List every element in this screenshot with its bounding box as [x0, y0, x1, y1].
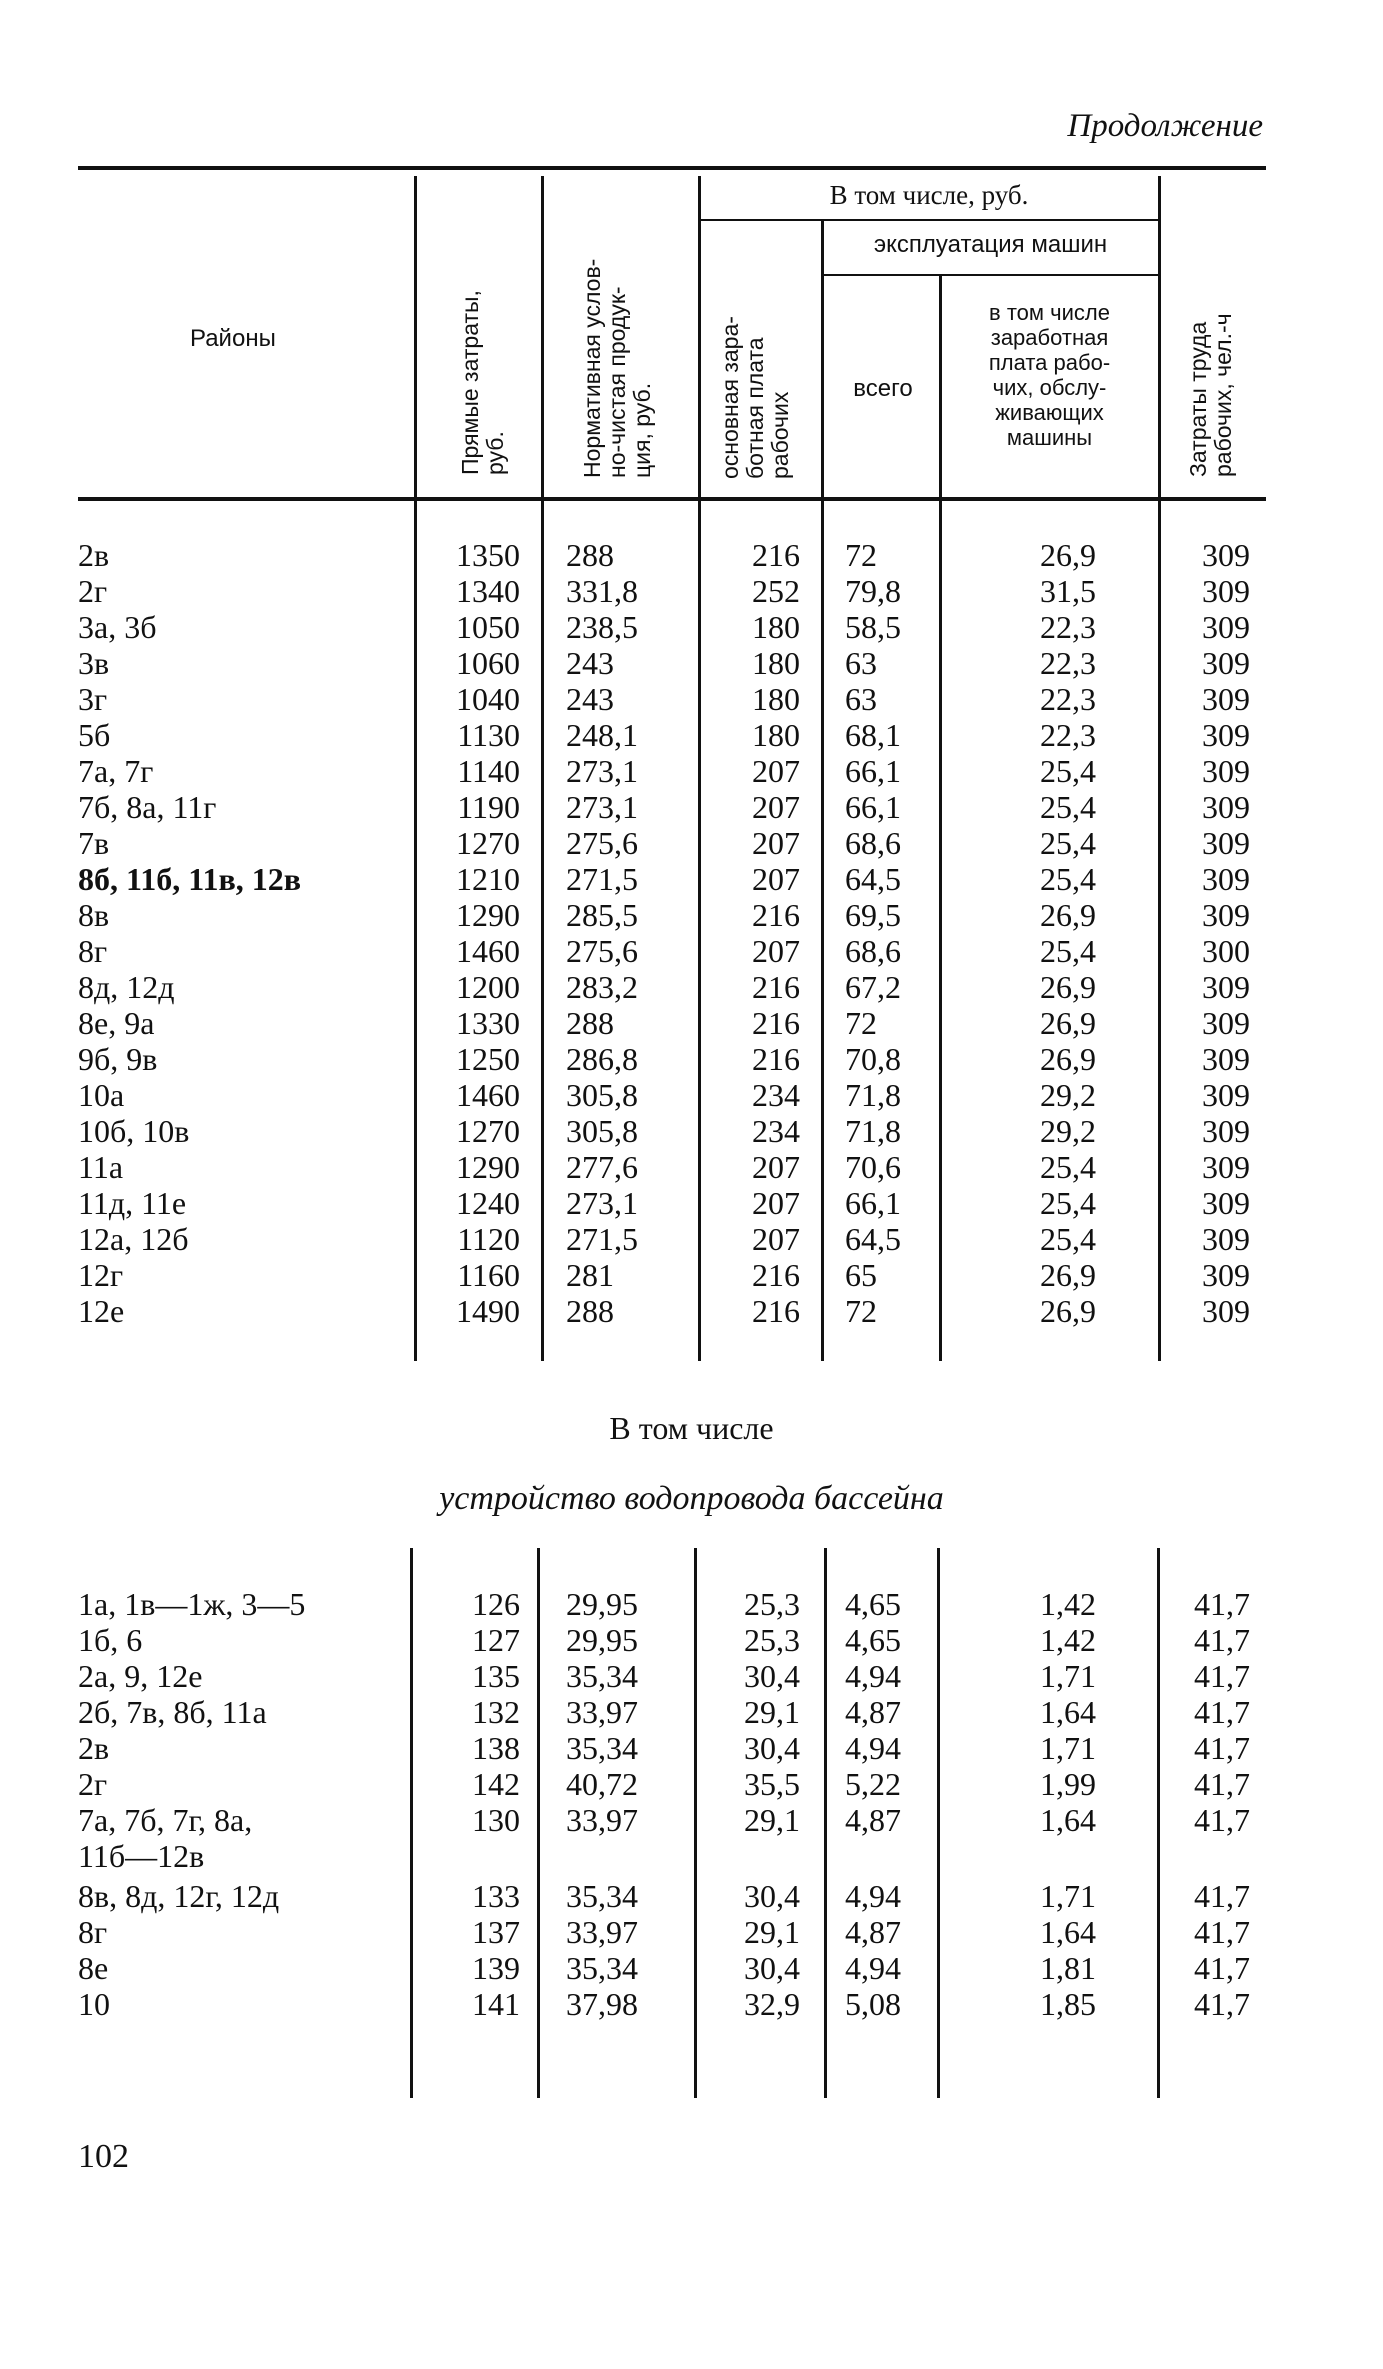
table-row: 10 141 37,98 32,9 5,08 1,85 41,7 — [78, 1986, 1250, 2022]
table-row: 8в, 8д, 12г, 12д 133 35,34 30,4 4,94 1,71 41,7 — [78, 1878, 1250, 1914]
header-direct-costs: Прямые затраты, руб. — [457, 290, 508, 475]
table-row: 8д, 12д 1200 283,2 216 67,2 26,9 309 — [78, 969, 1250, 1005]
header-bottom-rule — [78, 497, 1266, 501]
header-labor: Затраты труда рабочих, чел.-ч — [1185, 313, 1236, 477]
table-row: 7а, 7б, 7г, 8а, 130 33,97 29,1 4,87 1,64 41,7 — [78, 1802, 1250, 1838]
table-row: 10б, 10в 1270 305,8 234 71,8 29,2 309 — [78, 1113, 1250, 1149]
table-row: 12е 1490 288 216 72 26,9 309 — [78, 1293, 1250, 1329]
table-row: 5б 1130 248,1 180 68,1 22,3 309 — [78, 717, 1250, 753]
table-row: 12а, 12б 1120 271,5 207 64,5 25,4 309 — [78, 1221, 1250, 1257]
table-row: 3г 1040 243 180 63 22,3 309 — [78, 681, 1250, 717]
table-row: 3а, 3б 1050 238,5 180 58,5 22,3 309 — [78, 609, 1250, 645]
table-row: 8в 1290 285,5 216 69,5 26,9 309 — [78, 897, 1250, 933]
header-machine-wage: в том числе заработная плата рабо- чих, обслу- живающих машины — [988, 300, 1111, 450]
table-row: 2в 1350 288 216 72 26,9 309 — [78, 537, 1250, 573]
table-row: 7а, 7г 1140 273,1 207 66,1 25,4 309 — [78, 753, 1250, 789]
header-base-wage: основная зара- ботная плата рабочих — [717, 316, 793, 479]
table-row: 8е 139 35,34 30,4 4,94 1,81 41,7 — [78, 1950, 1250, 1986]
table-row: 11д, 11е 1240 273,1 207 66,1 25,4 309 — [78, 1185, 1250, 1221]
table-row: 8г 1460 275,6 207 68,6 25,4 300 — [78, 933, 1250, 969]
table-row: 8е, 9а 1330 288 216 72 26,9 309 — [78, 1005, 1250, 1041]
table-row: 8г 137 33,97 29,1 4,87 1,64 41,7 — [78, 1914, 1250, 1950]
header-districts: Районы — [190, 325, 276, 352]
header-machines-total: всего — [853, 375, 913, 402]
table-row: 10а 1460 305,8 234 71,8 29,2 309 — [78, 1077, 1250, 1113]
table-row: 2в 138 35,34 30,4 4,94 1,71 41,7 — [78, 1730, 1250, 1766]
top-rule — [78, 166, 1266, 170]
table-row: 3в 1060 243 180 63 22,3 309 — [78, 645, 1250, 681]
continuation-label: Продолжение — [1067, 108, 1263, 144]
table-row: 2а, 9, 12е 135 35,34 30,4 4,94 1,71 41,7 — [78, 1658, 1250, 1694]
section-subtitle: устройство водопровода бассейна — [439, 1480, 944, 1517]
header-including: В том числе, руб. — [829, 180, 1029, 210]
including-caption: В том числе — [609, 1410, 774, 1446]
table-row: 8б, 11б, 11в, 12в 1210 271,5 207 64,5 25,4 309 — [78, 861, 1250, 897]
machines-rule — [823, 274, 1158, 276]
table-row: 1а, 1в—1ж, 3—5 126 29,95 25,3 4,65 1,42 41,7 — [78, 1586, 1250, 1622]
header-normative: Нормативная услов- но-чистая продук- ция, руб. — [579, 258, 655, 478]
including-rule — [700, 219, 1158, 221]
table-row: 11а 1290 277,6 207 70,6 25,4 309 — [78, 1149, 1250, 1185]
page-number: 102 — [78, 2138, 129, 2175]
table-row: 7б, 8а, 11г 1190 273,1 207 66,1 25,4 309 — [78, 789, 1250, 825]
table-row: 2б, 7в, 8б, 11а 132 33,97 29,1 4,87 1,64 41,7 — [78, 1694, 1250, 1730]
table-row: 12г 1160 281 216 65 26,9 309 — [78, 1257, 1250, 1293]
table-row: 2г 142 40,72 35,5 5,22 1,99 41,7 — [78, 1766, 1250, 1802]
table-row: 1б, 6 127 29,95 25,3 4,65 1,42 41,7 — [78, 1622, 1250, 1658]
header-machine-operation: эксплуатация машин — [873, 231, 1108, 258]
table-row-continuation: 11б—12в — [78, 1838, 205, 1874]
table-row: 9б, 9в 1250 286,8 216 70,8 26,9 309 — [78, 1041, 1250, 1077]
table-row: 2г 1340 331,8 252 79,8 31,5 309 — [78, 573, 1250, 609]
table-row: 7в 1270 275,6 207 68,6 25,4 309 — [78, 825, 1250, 861]
